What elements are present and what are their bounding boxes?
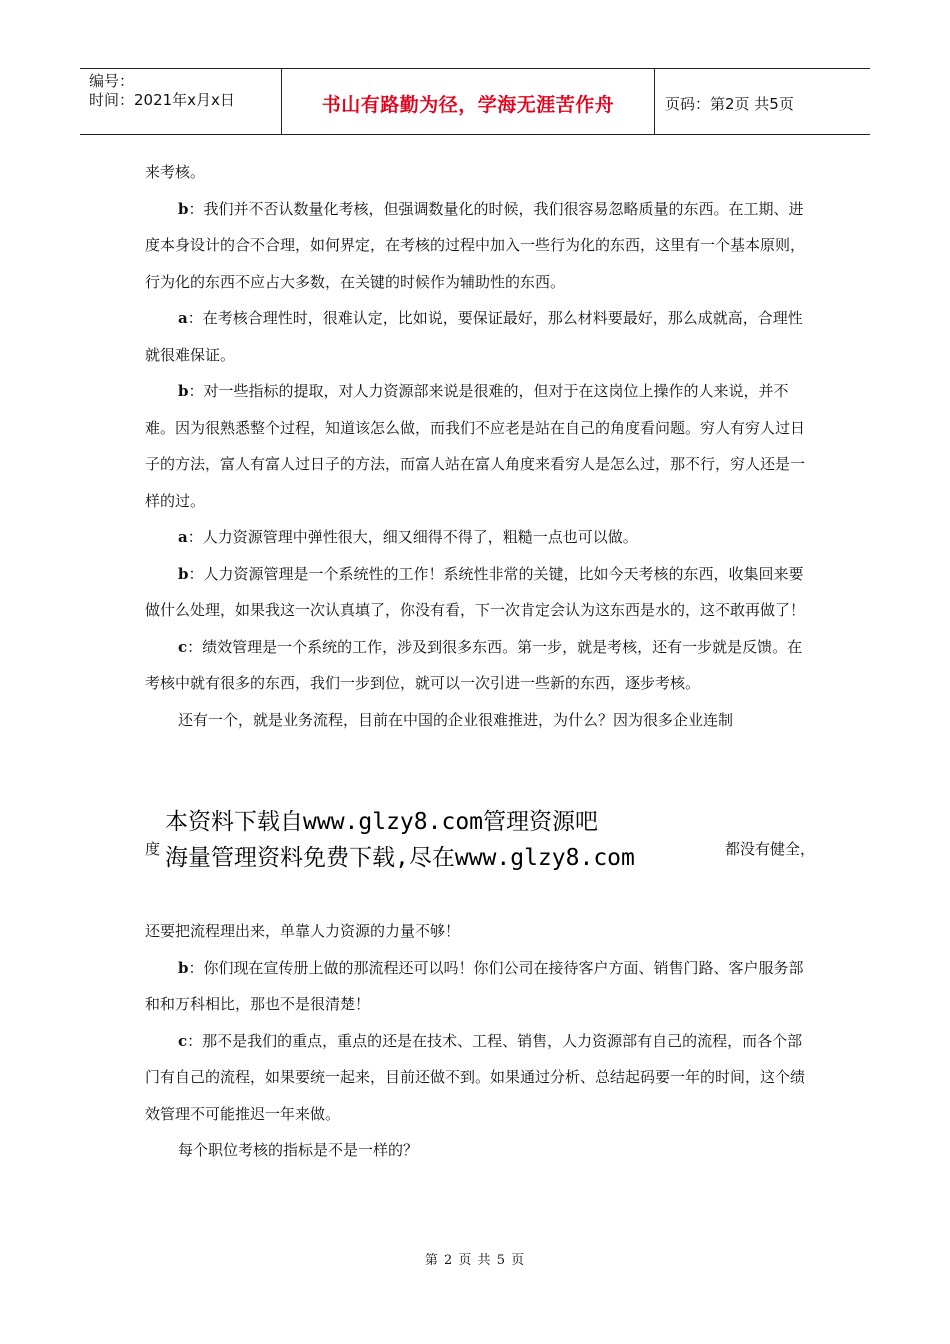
document-time-label: 时间：2021年x月x日 <box>89 91 235 109</box>
paragraph-text: 每个职位考核的指标是不是一样的？ <box>178 1141 419 1159</box>
paragraph-text: ：绩效管理是一个系统的工作，涉及到很多东西。第一步，就是考核，还有一步就是反馈。在考核中就有很多的东西，我们一步到位，就可以一次引进一些新的东西，逐步考核。 <box>145 637 803 692</box>
header-page-info: 页码：第2页 共5页 <box>665 95 794 113</box>
paragraph <box>145 702 815 739</box>
header-left-cell <box>80 69 282 134</box>
paragraph-text: 来考核。 <box>145 163 206 181</box>
speaker-label: a <box>178 528 188 546</box>
document-number-label: 编号： <box>89 72 135 90</box>
speaker-label: c <box>178 637 188 656</box>
ad-line-1: 本资料下载自www.glzy8.com管理资源吧 <box>165 809 599 835</box>
advertisement-line <box>145 738 815 913</box>
document-body <box>145 154 815 1169</box>
paragraph <box>145 519 815 556</box>
paragraph-text: ：你们现在宣传册上做的那流程还可以吗！你们公司在接待客户方面、销售门路、客户服务部和和万科相比，那也不是很清楚！ <box>145 958 804 1013</box>
document-header <box>80 68 870 135</box>
paragraph-text: 还有一个，就是业务流程，目前在中国的企业很难推进，为什么？因为很多企业连制 <box>178 710 734 729</box>
paragraph-text: ：人力资源管理是一个系统性的工作！系统性非常的关键，比如今天考核的东西，收集回来要做什么处理，如果我这一次认真填了，你没有看，下一次肯定会认为这东西是水的，这不敢再做了！ <box>145 564 806 619</box>
paragraph-text: ：对一些指标的提取，对人力资源部来说是很难的，但对于在这岗位上操作的人来说，并不难。因为很熟悉整个过程，知道该怎么做，而我们不应老是站在自己的角度看问题。穷人有穷人过日子的方法，富人有富人过日子的方法，而富人站在富人角度来看穷人是怎么过，那不行，穷人还是一样的过。 <box>145 382 806 510</box>
paragraph <box>145 154 815 191</box>
paragraph <box>145 300 815 373</box>
speaker-label: b <box>178 564 189 583</box>
paragraph <box>145 950 815 1023</box>
ad-line-2: 海量管理资料免费下载,尽在www.glzy8.com <box>165 845 635 871</box>
paragraph-text: ：我们并不否认数量化考核，但强调数量化的时候，我们很容易忽略质量的东西。在工期、进度本身设计的合不合理，如何界定，在考核的过程中加入一些行为化的东西，这里有一个基本原则，行为化的东西不应占大多数，在关键的时候作为辅助性的东西。 <box>145 199 806 291</box>
paragraph <box>145 629 815 702</box>
paragraph <box>145 1132 815 1169</box>
ad-suffix-text: 都没有健全， <box>724 840 815 858</box>
paragraph-text: ：那不是我们的重点，重点的还是在技术、工程、销售，人力资源部有自己的流程，而各个部门有自己的流程，如果要统一起来，目前还做不到。如果通过分析、总结起码要一年的时间，这个绩效管理不可能推迟一年来做。 <box>145 1031 806 1123</box>
speaker-label: b <box>178 958 189 977</box>
ad-prefix-text: 度 <box>145 840 161 858</box>
page-footer: 第 2 页 共 5 页 <box>424 1253 526 1268</box>
speaker-label: a <box>178 309 188 327</box>
paragraph <box>145 373 815 519</box>
paragraph-text: 还要把流程理出来，单靠人力资源的力量不够！ <box>145 922 461 940</box>
speaker-label: b <box>178 199 189 218</box>
header-motto: 书山有路勤为径，学海无涯苦作舟 <box>321 94 615 116</box>
paragraph <box>145 1023 815 1133</box>
paragraph <box>145 191 815 301</box>
speaker-label: c <box>178 1031 188 1050</box>
paragraph-text: ：在考核合理性时，很难认定，比如说，要保证最好，那么材料要最好，那么成就高，合理性就很难保证。 <box>145 309 803 364</box>
advertisement-block <box>165 804 725 876</box>
speaker-label: b <box>178 382 189 400</box>
paragraph <box>145 913 815 950</box>
header-motto-cell <box>282 69 655 134</box>
paragraph-text: ：人力资源管理中弹性很大，细又细得不得了，粗糙一点也可以做。 <box>187 528 638 546</box>
paragraph <box>145 556 815 629</box>
header-page-cell <box>655 69 870 134</box>
